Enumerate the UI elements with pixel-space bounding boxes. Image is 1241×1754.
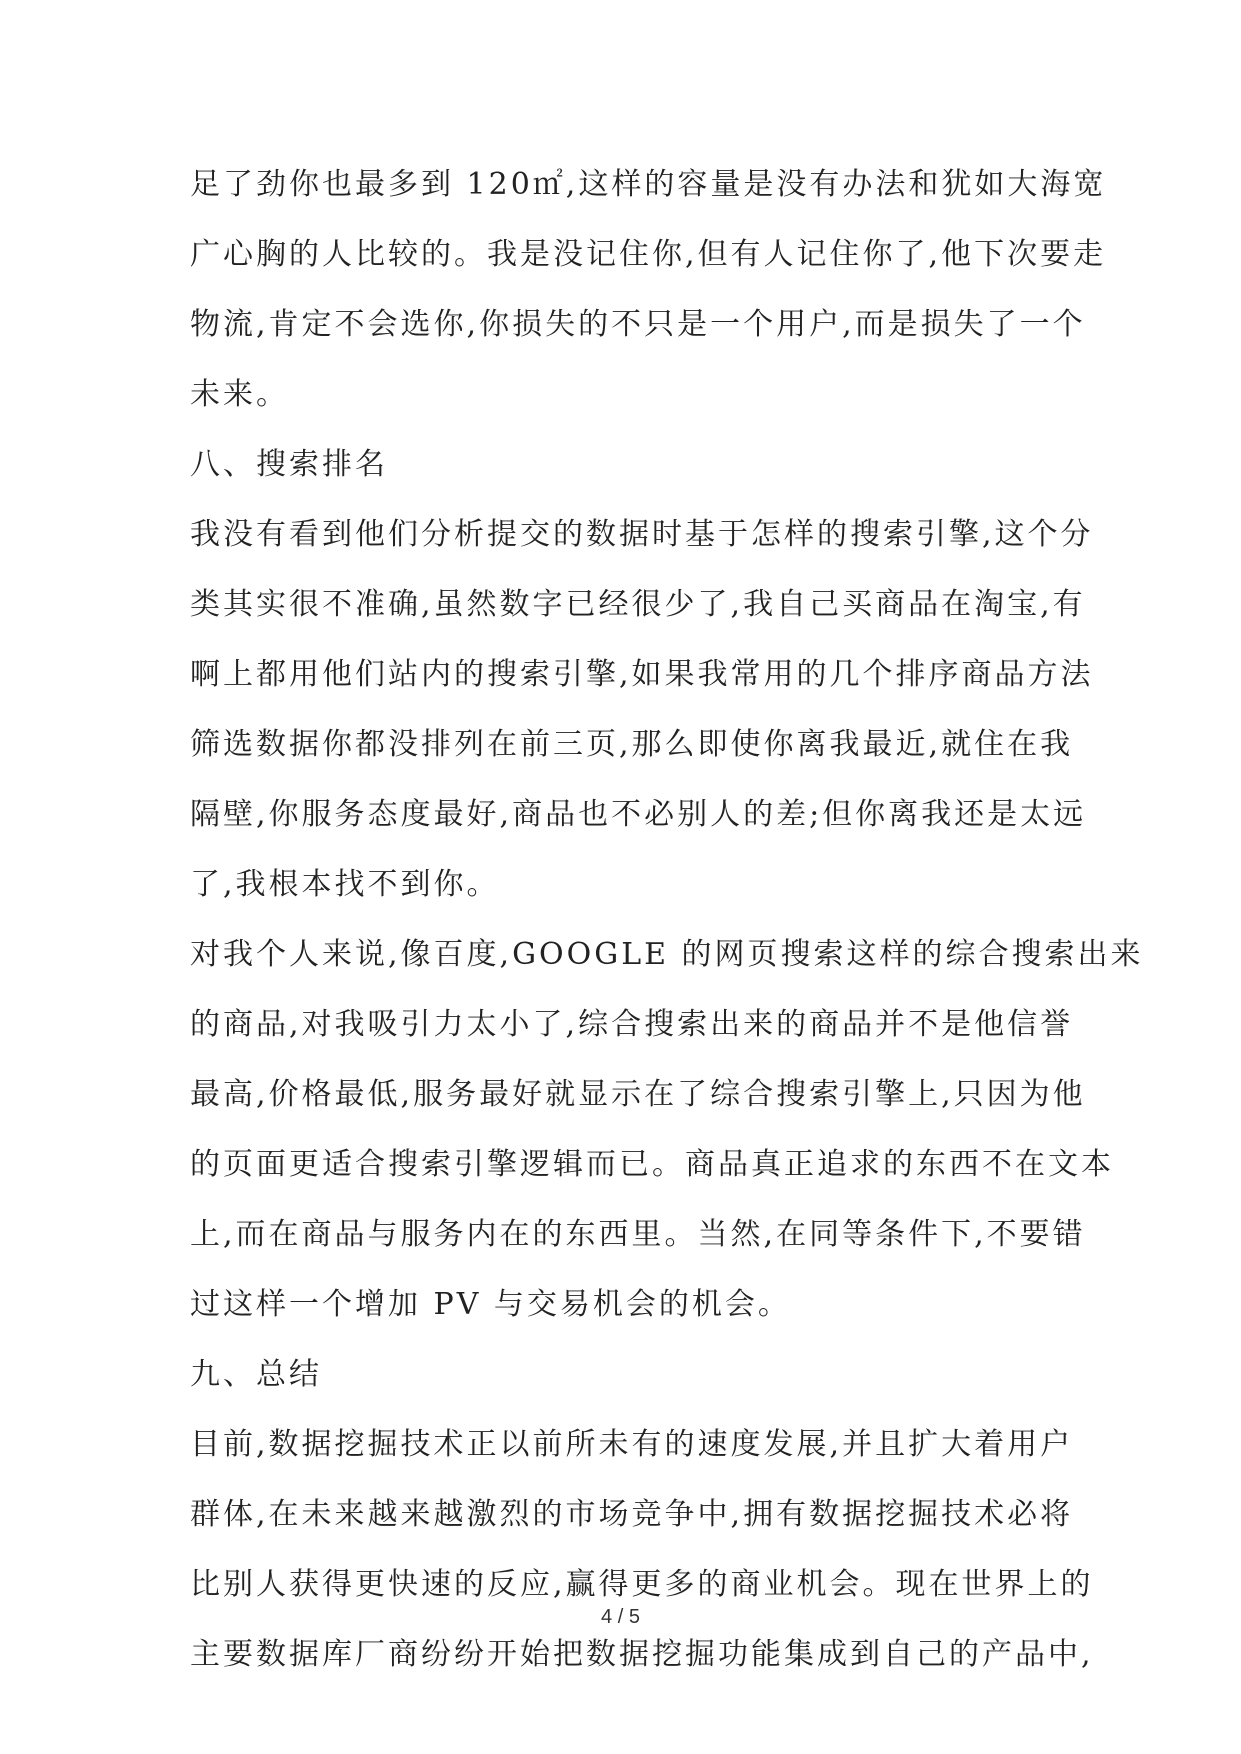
text-line: 啊上都用他们站内的搜索引擎,如果我常用的几个排序商品方法 (190, 657, 1094, 692)
paragraph (190, 500, 1094, 920)
paragraph (190, 150, 1107, 430)
page-number: 4 / 5 (601, 1606, 640, 1628)
section-heading (190, 430, 1056, 500)
text-line: 广心胸的人比较的。我是没记住你,但有人记住你了,他下次要走 (190, 237, 1107, 272)
text-line: 目前,数据挖掘技术正以前所未有的速度发展,并且扩大着用户 (190, 1427, 1074, 1462)
text-line: 的商品,对我吸引力太小了,综合搜索出来的商品并不是他信誉 (190, 1007, 1074, 1042)
text-line: 筛选数据你都没排列在前三页,那么即使你离我最近,就住在我 (190, 727, 1074, 762)
text-line: 最高,价格最低,服务最好就显示在了综合搜索引擎上,只因为他 (190, 1077, 1086, 1112)
text-line: 我没有看到他们分析提交的数据时基于怎样的搜索引擎,这个分 (190, 517, 1094, 552)
text-line: 未来。 (190, 377, 289, 412)
text-line: 九、总结 (190, 1357, 322, 1392)
text-line: 主要数据库厂商纷纷开始把数据挖掘功能集成到自己的产品中, (190, 1637, 1094, 1672)
text-line: 上,而在商品与服务内在的东西里。当然,在同等条件下,不要错 (190, 1217, 1086, 1252)
text-line: 群体,在未来越来越激烈的市场竞争中,拥有数据挖掘技术必将 (190, 1497, 1074, 1532)
text-line: 物流,肯定不会选你,你损失的不只是一个用户,而是损失了一个 (190, 307, 1086, 342)
text-line: 足了劲你也最多到 120㎡,这样的容量是没有办法和犹如大海宽 (190, 167, 1107, 202)
text-line: 的页面更适合搜索引擎逻辑而已。商品真正追求的东西不在文本 (190, 1147, 1114, 1182)
text-line: 过这样一个增加 PV 与交易机会的机会。 (190, 1287, 791, 1322)
document-body (190, 150, 1144, 1690)
paragraph (190, 1410, 1094, 1690)
paragraph (190, 920, 1144, 1340)
text-line: 了,我根本找不到你。 (190, 867, 500, 902)
text-line: 类其实很不准确,虽然数字已经很少了,我自己买商品在淘宝,有 (190, 587, 1086, 622)
text-line: 比别人获得更快速的反应,赢得更多的商业机会。现在世界上的 (190, 1567, 1094, 1602)
text-line: 隔壁,你服务态度最好,商品也不必别人的差;但你离我还是太远 (190, 797, 1087, 832)
text-line: 对我个人来说,像百度,GOOGLE 的网页搜索这样的综合搜索出来 (190, 937, 1144, 972)
text-line: 八、搜索排名 (190, 447, 388, 482)
section-heading (190, 1340, 1056, 1410)
